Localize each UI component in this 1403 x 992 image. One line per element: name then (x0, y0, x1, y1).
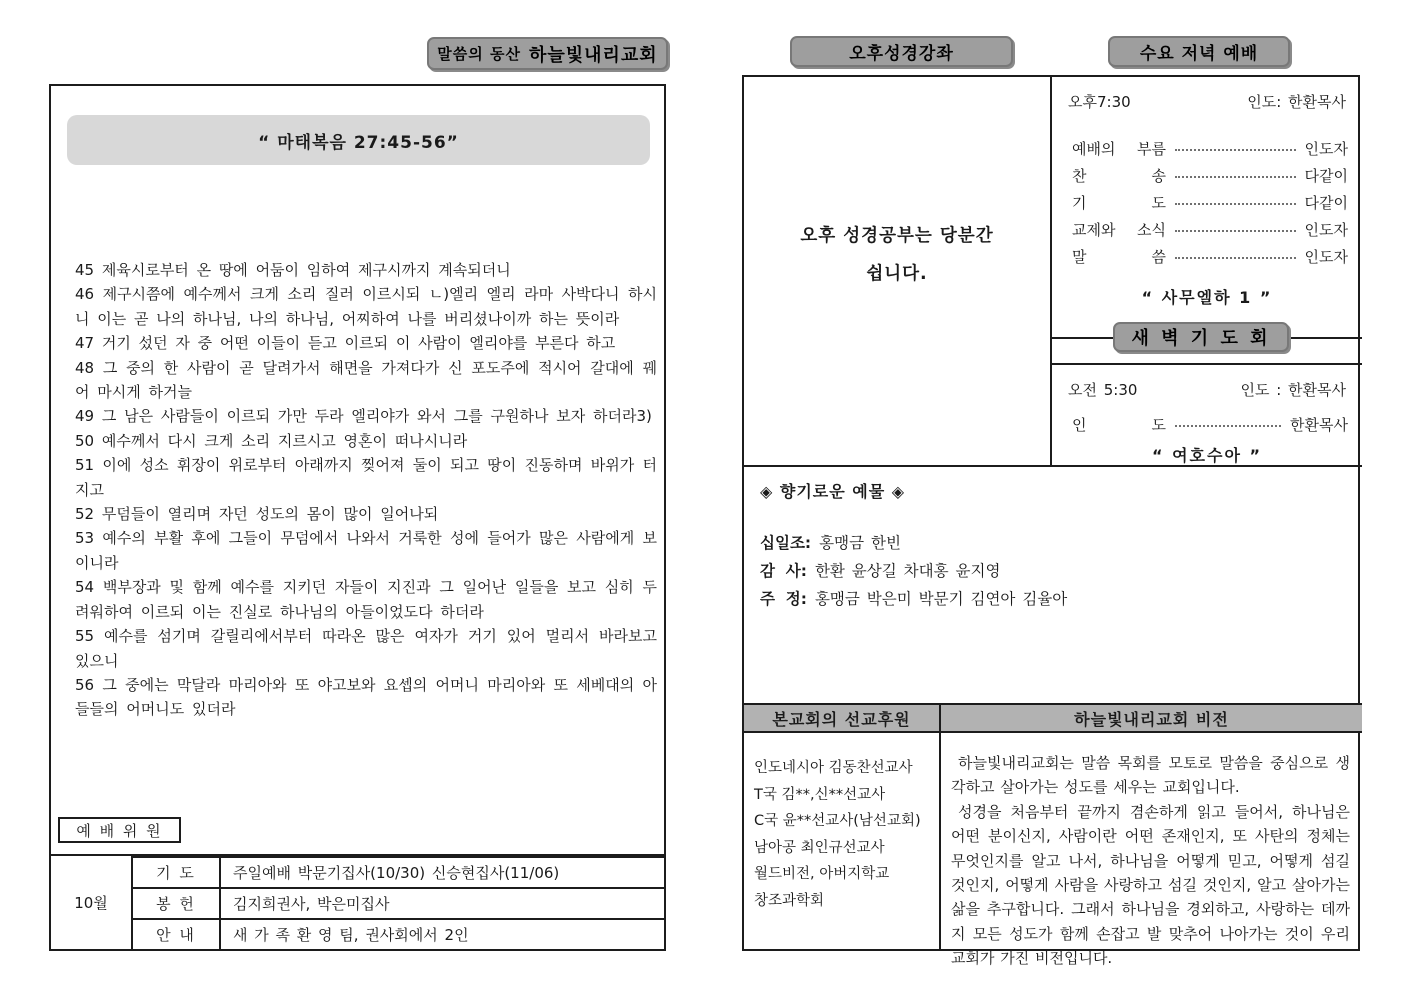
worship-committee-table (51, 854, 664, 949)
order-label-part1: 말 (1072, 248, 1087, 266)
notice-line-1: 오후 성경공부는 당분간 (800, 226, 994, 246)
left-page-frame (49, 84, 666, 951)
committee-month-cell: 10월 (51, 856, 133, 949)
church-vision-header: 하늘빛내리교회 비전 (1074, 709, 1229, 729)
mission-list-item: T국 김**,신**선교사 (754, 786, 886, 803)
offering-names: 홍맹금 한빈 (819, 534, 901, 552)
order-label-part2: 도 (1151, 194, 1166, 212)
church-name: 하늘빛내리교회 (528, 44, 658, 66)
dawn-time: 오전 5:30 (1068, 381, 1138, 399)
church-vision-text (941, 733, 1362, 968)
dawn-prayer-badge: 새 벽 기 도 회 (1113, 322, 1289, 352)
scripture-verse: 45 제육시로부터 온 땅에 어둠이 임하여 제구시까지 계속되더니 (75, 261, 511, 279)
dotted-leader (1175, 246, 1296, 259)
dotted-leader (1175, 414, 1281, 427)
order-item-label (1072, 192, 1166, 213)
afternoon-bible-class-badge: 오후성경강좌 (790, 36, 1013, 67)
committee-names-cell: 김지희권사, 박은미집사 (233, 895, 390, 913)
notice-line-2: 쉽니다. (866, 264, 928, 284)
order-label-part1: 교제와 (1072, 221, 1116, 239)
dotted-leader (1175, 138, 1296, 151)
order-label-part1: 찬 (1072, 167, 1087, 185)
church-name-prefix: 말씀의 동산 (437, 45, 521, 63)
committee-role-cell: 안 내 (133, 920, 221, 949)
offering-line (760, 528, 1346, 556)
order-label-part2: 부름 (1137, 140, 1166, 158)
offering-type-label: 십일조: (760, 534, 812, 552)
scripture-title: “ 마태복음 27:45-56” (67, 115, 650, 165)
offering-names: 홍맹금 박은미 박문기 김연아 김율아 (814, 590, 1068, 608)
offering-type-label: 감 사: (760, 562, 807, 580)
order-label-part2: 씀 (1151, 248, 1166, 266)
wednesday-time: 오후7:30 (1068, 93, 1131, 111)
dawn-scripture: “ 여호수아 ” (1152, 446, 1262, 465)
dotted-leader (1175, 219, 1296, 232)
order-item-person: 인도자 (1304, 221, 1348, 239)
worship-order-line (1072, 414, 1348, 441)
worship-committee-label: 예 배 위 원 (58, 817, 181, 843)
scripture-verse: 52 무덤들이 열리며 자던 성도의 몸이 많이 일어나되 (75, 505, 439, 524)
scripture-verse: 46 제구시쯤에 예수께서 크게 소리 질러 이르시되 ㄴ)엘리 엘리 라마 사박다니 하시니 이는 곧 나의 하나님, 나의 하나님, 어찌하여 나를 버리셨나이까 하는 뜻이라 (75, 285, 657, 328)
vision-paragraph: 하늘빛내리교회는 말씀 목회를 모토로 말씀을 중심으로 생각하고 살아가는 성도를 세우는 교회입니다. (951, 754, 1350, 797)
order-item-label (1072, 246, 1166, 267)
afternoon-class-cell (744, 77, 1052, 465)
order-item-person: 인도자 (1304, 140, 1348, 158)
offering-list (760, 528, 1346, 612)
order-item-person: 다같이 (1304, 194, 1348, 212)
mission-vision-body (744, 733, 1362, 968)
committee-names-cell: 새 가 족 환 영 팀, 권사회에서 2인 (233, 926, 469, 944)
scripture-verse: 54 백부장과 및 함께 예수를 지키던 자들이 지진과 그 일어난 일들을 보고 심히 두려워하여 이르되 이는 진실로 하나님의 아들이었도다 하더라 (75, 578, 657, 621)
mission-support-list (744, 733, 941, 949)
offering-names: 한환 윤상길 차대홍 윤지영 (814, 562, 1001, 580)
mission-list-item: 월드비전, 아버지학교 (754, 866, 890, 882)
order-item-label (1072, 138, 1166, 159)
table-row (133, 856, 664, 887)
worship-order-line (1072, 138, 1348, 165)
mission-list-item: 창조과학회 (754, 892, 825, 909)
scripture-verse: 47 거기 섰던 자 중 어떤 이들이 듣고 이르되 이 사람이 엘리야를 부른다 하고 (75, 334, 616, 353)
order-label-part1: 예배의 (1072, 140, 1116, 158)
scripture-verse: 53 예수의 부활 후에 그들이 무덤에서 나와서 거룩한 성에 들어가 많은 사람에게 보이니라 (75, 529, 657, 572)
committee-role-cell: 봉 헌 (133, 889, 221, 918)
dawn-prayer-cell (1052, 365, 1362, 465)
dawn-leader: 인도 : 한환목사 (1240, 381, 1346, 399)
wednesday-scripture: “ 사무엘하 1 ” (1141, 288, 1273, 307)
offering-line (760, 556, 1346, 584)
committee-rows (133, 856, 664, 949)
scripture-verse: 51 이에 성소 휘장이 위로부터 아래까지 찢어져 둘이 되고 땅이 진동하며 바위가 터지고 (75, 456, 657, 499)
afternoon-class-notice (744, 217, 1050, 293)
order-item-label (1072, 219, 1166, 240)
scripture-passage (75, 258, 657, 722)
order-label-part1: 기 (1072, 194, 1087, 212)
worship-order-line (1072, 219, 1348, 246)
table-row (133, 918, 664, 949)
scripture-verse: 55 예수를 섬기며 갈릴리에서부터 따라온 많은 여자가 거기 있어 멀리서 바라보고 있으니 (75, 627, 657, 670)
offering-type-label: 주 정: (760, 590, 807, 608)
wednesday-service-cell (1052, 77, 1362, 337)
dawn-time-row (1066, 379, 1348, 400)
wednesday-time-row (1066, 91, 1348, 112)
offering-cell (744, 465, 1362, 703)
church-name-badge (427, 37, 668, 70)
order-label-part1: 인 (1072, 416, 1087, 434)
worship-order-line (1072, 246, 1348, 273)
scripture-verse: 56 그 중에는 막달라 마리아와 또 야고보와 요셉의 어머니 마리아와 또 세베대의 아들들의 어머니도 있더라 (75, 675, 657, 719)
scripture-verse: 49 그 남은 사람들이 이르되 가만 두라 엘리야가 와서 그를 구원하나 보자 하더라3) (75, 407, 652, 426)
committee-role-cell: 기 도 (133, 858, 221, 887)
mission-support-header: 본교회의 선교후원 (744, 705, 941, 731)
order-label-part2: 도 (1151, 416, 1166, 434)
right-page-frame (742, 75, 1360, 968)
worship-order-line (1072, 165, 1348, 192)
scripture-verse: 48 그 중의 한 사람이 곧 달려가서 해면을 가져다가 신 포도주에 적시어 갈대에 꿰어 마시게 하거늘 (75, 358, 657, 402)
mission-list-item: C국 윤**선교사(남선교회) (754, 813, 921, 829)
wednesday-service-badge: 수요 저녁 예배 (1108, 36, 1290, 67)
order-item-label (1072, 414, 1166, 435)
vision-paragraph: 성경을 처음부터 끝까지 겸손하게 읽고 들어서, 하나님은 어떤 분이신지, 사람이란 어떤 존재인지, 또 사탄의 정체는 무엇인지를 알고 나서, 하나님을 어떻게 믿고, 어떻게 섬길 것인지, 어떻게 사람을 사랑하고 섬길 것인지, 알고 살아가는 삶을 추구합니다. 그래서 하나님을 경외하고, 사랑하는 데까지 모든 성도가 함께 손잡고 발 맞추어 나아가는 것이 우리 교회가 가진 비전입니다. (951, 802, 1350, 968)
mission-list-item: 인도네시아 김동찬선교사 (754, 760, 913, 776)
order-item-person: 인도자 (1304, 248, 1348, 266)
table-row (133, 887, 664, 918)
dotted-leader (1175, 192, 1296, 205)
order-item-person: 다같이 (1304, 167, 1348, 185)
order-label-part2: 송 (1151, 167, 1166, 185)
offering-line (760, 584, 1346, 612)
committee-names-cell: 주일예배 박문기집사(10/30) 신승현집사(11/06) (233, 864, 560, 882)
offering-title: ◈ 향기로운 예물 ◈ (760, 482, 906, 501)
mission-vision-header-row (744, 703, 1362, 733)
dawn-order-list (1066, 414, 1348, 441)
order-item-person: 한환목사 (1290, 416, 1348, 434)
dotted-leader (1175, 165, 1296, 178)
wednesday-leader: 인도: 한환목사 (1247, 93, 1346, 111)
worship-order-line (1072, 192, 1348, 219)
wednesday-order-list (1066, 138, 1348, 273)
order-item-label (1072, 165, 1166, 186)
mission-list-item: 남아공 최인규선교사 (754, 839, 885, 856)
scripture-verse: 50 예수께서 다시 크게 소리 지르시고 영혼이 떠나시니라 (75, 431, 468, 450)
order-label-part2: 소식 (1137, 221, 1166, 239)
